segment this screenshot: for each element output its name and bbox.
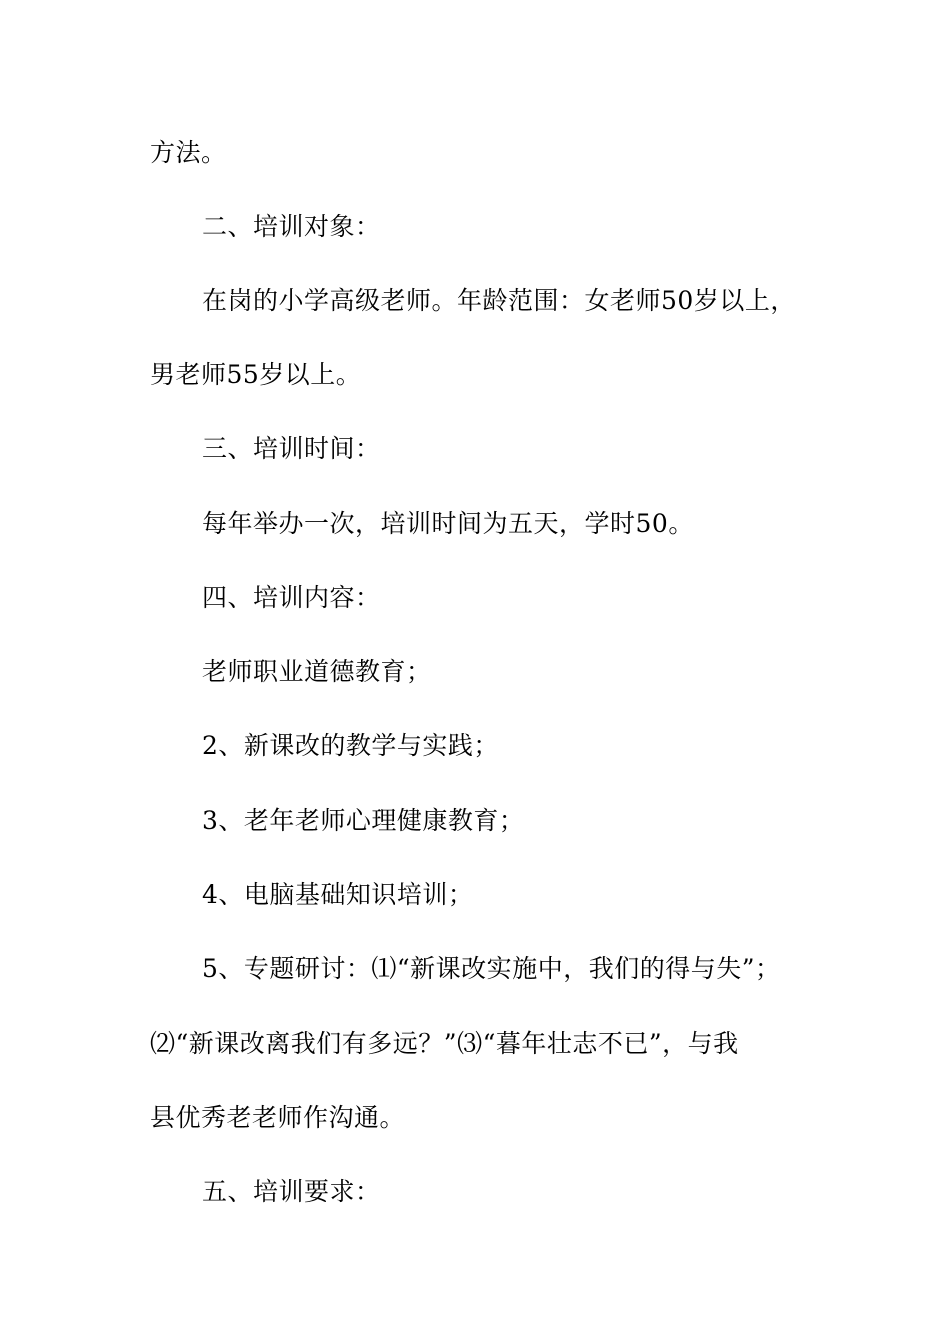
paragraph-line-continuation: 方法。 xyxy=(150,138,227,167)
list-item-4: 4、电脑基础知识培训； xyxy=(202,880,474,909)
section-heading-requirements: 五、培训要求： xyxy=(202,1177,381,1206)
section-heading-time: 三、培训时间： xyxy=(202,434,381,463)
list-item-5: 5、专题研讨：⑴“新课改实施中，我们的得与失”； xyxy=(202,954,781,983)
section-heading-content: 四、培训内容： xyxy=(202,583,381,612)
paragraph-line-trainees: 在岗的小学高级老师。年龄范围：女老师50岁以上， xyxy=(202,286,796,315)
list-item-5-cont: ⑵“新课改离我们有多远？”⑶“暮年壮志不已”，与我 xyxy=(150,1029,739,1058)
list-item-5-cont-2: 县优秀老老师作沟通。 xyxy=(150,1103,406,1132)
paragraph-line-trainees-cont: 男老师55岁以上。 xyxy=(150,360,362,389)
list-item-1: 老师职业道德教育； xyxy=(202,657,432,686)
list-item-3: 3、老年老师心理健康教育； xyxy=(202,806,525,835)
section-heading-trainees: 二、培训对象： xyxy=(202,212,381,241)
paragraph-line-time: 每年举办一次，培训时间为五天，学时50。 xyxy=(202,509,694,538)
list-item-2: 2、新课改的教学与实践； xyxy=(202,731,499,760)
